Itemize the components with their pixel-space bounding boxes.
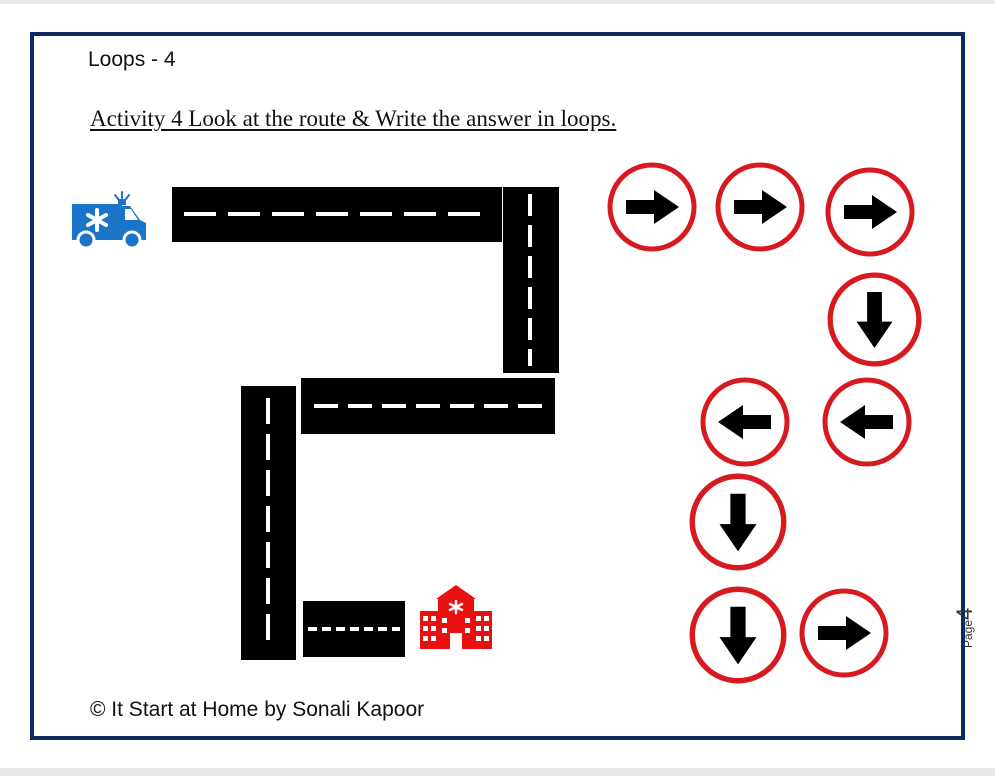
direction-sign-7	[689, 473, 787, 571]
page-number-mark	[952, 608, 978, 648]
direction-sign-6	[822, 377, 912, 467]
direction-sign-2	[715, 162, 805, 252]
copyright-footer: © It Start at Home by Sonali Kapoor	[90, 698, 425, 721]
direction-sign-9	[799, 588, 889, 678]
direction-sign-3	[825, 167, 915, 257]
direction-sign-1	[607, 162, 697, 252]
direction-sign-5	[700, 377, 790, 467]
direction-sign-8	[689, 586, 787, 684]
page-title: Loops - 4	[88, 48, 176, 71]
activity-instruction: Activity 4 Look at the route & Write the answer in loops.	[90, 106, 617, 131]
hospital-icon	[418, 585, 494, 651]
page-label: Page	[961, 619, 975, 648]
page-number: 4	[952, 607, 977, 620]
direction-sign-4	[827, 272, 922, 367]
